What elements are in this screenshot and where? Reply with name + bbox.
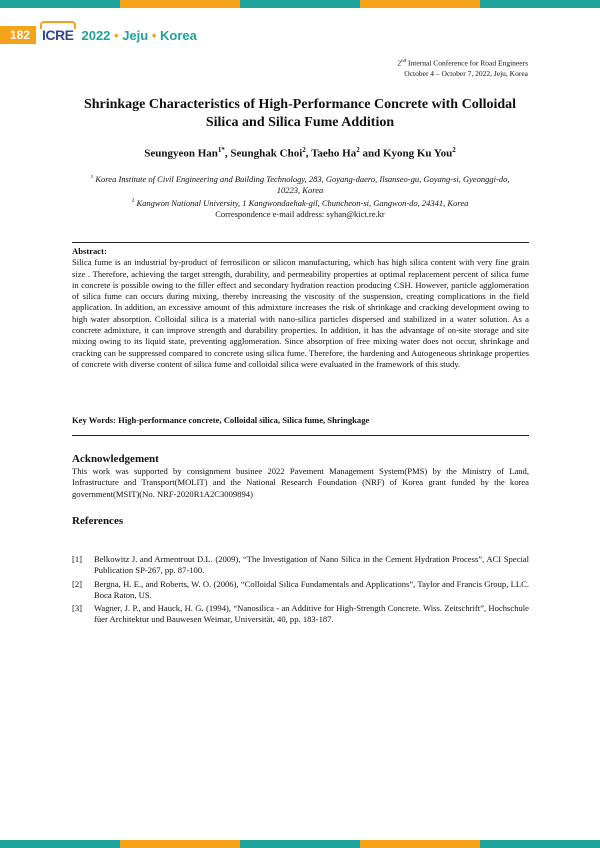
page-header [0, 20, 197, 50]
reference-list [72, 554, 529, 628]
author-name: Seungyeon Han [144, 147, 218, 160]
logo-mark: ICRE [42, 27, 74, 43]
logo-city: Jeju [122, 27, 149, 43]
page-number: 182 [0, 26, 36, 44]
abstract [72, 246, 529, 370]
acknowledgement-body: This work was supported by consignment businee 2022 Pavement Management System(PMS) by the Ministry of Land, Infrastructure and Transport(MOLIT) and the National Research Foundation (NRF) of Korea grant funded by the korea government(MSIT)(No. NRF-2020R1A2C3009894) [72, 466, 529, 499]
top-color-stripe [0, 0, 600, 8]
bottom-color-stripe [0, 840, 600, 848]
keywords: Key Words: High-performance concrete, Colloidal silica, Silica fume, Shringkage [72, 415, 370, 425]
references-heading: References [72, 515, 124, 527]
conference-name: 2nd Internal Conference for Road Engineers [397, 58, 528, 68]
abstract-heading: Abstract: [72, 246, 107, 256]
logo-country: Korea [160, 27, 197, 43]
author-list: Seungyeon Han$^{1*}$, Seunghak Choi$^2$, Taeho Ha$^2$ and Kyong Ku You$^2$ [144, 146, 456, 160]
author-name: Taeho Ha [311, 147, 357, 160]
reference-item: [3] Wagner, J. P., and Hauck, H. G. (1994), “Nanosilica - an Additive for High-Strength Concrete. Wiss. Zeitschrift”, Hochschule füer Architektur und Bauwesen Weimar, Universität, 40, pp. 183-187. [72, 603, 529, 625]
keywords-bottom-rule [72, 435, 529, 436]
paper-title: Shrinkage Characteristics of High-Performance Concrete with Colloidal Silica and Silica Fume Addition [83, 97, 517, 130]
affiliations [90, 172, 510, 220]
author-name: Seunghak Choi [230, 147, 303, 160]
abstract-body: Silica fume is an industrial by-product of ferrosilicon or silicon manufacturing, which has high silica content with very fine grain size . Therefore, achieving the target strength, durability, and permeability properties at optimal replacement percent of silica fume in concrete is possible owing to the filler effect and secondary hydration reaction producing CSH. However, particle agglomeration of silica fume can occurs during mixing, thereby increasing the viscosity of the suspension, creating complications in the field application. In addition, an excessive amount of this admixture increases the risk of shrinkage and cracking development owing to high water absorption. Colloidal silica is a material with nano-silica particles dispersed and stabilized in a water solution. As a concrete admixture, it can improve strength and durability properties. In addition, it has the advantage of on-site storage and site mixing owing to its liquid state, preventing agglomeration. Since absorption of free mixing water does not occur, shrinkage and cracking can be suppressed compared to concrete using silica fume. Therefore, the hardening and Autogeneous shrinkage properties of concrete with diverse content of silica fume and colloidal silica were evaluated in the framework of this study. [72, 257, 529, 369]
correspondence-email: Correspondence e-mail address: syhan@kict.re.kr [215, 208, 385, 219]
abstract-top-rule [72, 242, 529, 243]
logo-text: 2022 • Jeju • Korea [81, 27, 197, 43]
conference-logo [40, 27, 197, 43]
reference-item: [2] Bergna, H. E., and Roberts, W. O. (2006), “Colloidal Silica Fundamentals and Applications”, Taylor and Francis Group, LLC. Boca Raton, US. [72, 578, 529, 600]
logo-year: 2022 [81, 27, 111, 43]
conference-dates: October 4 – October 7, 2022, Jeju, Korea [404, 68, 528, 78]
reference-item: [1] Belkowitz J. and Armentrout D.L. (2009), “The Investigation of Nano Silica in the Cement Hydration Process”, ACI Special Publication SP-267, pp. 87-100. [72, 554, 529, 576]
acknowledgement-heading: Acknowledgement [72, 453, 159, 465]
author-name: Kyong Ku You [382, 147, 453, 160]
conference-info [397, 57, 528, 79]
affiliation-2: $^2$ Kangwon National University, 1 Kangwondaehak-gil, Chuncheon-si, Gangwon-do, 24341, Korea [131, 197, 469, 208]
affiliation-1: $^1$ Korea Institute of Civil Engineering and Building Technology, 283, Goyang-daero, Ilsanseo-gu, Goyang-si, Gyeonggi-do, 10223, Korea [90, 173, 510, 195]
